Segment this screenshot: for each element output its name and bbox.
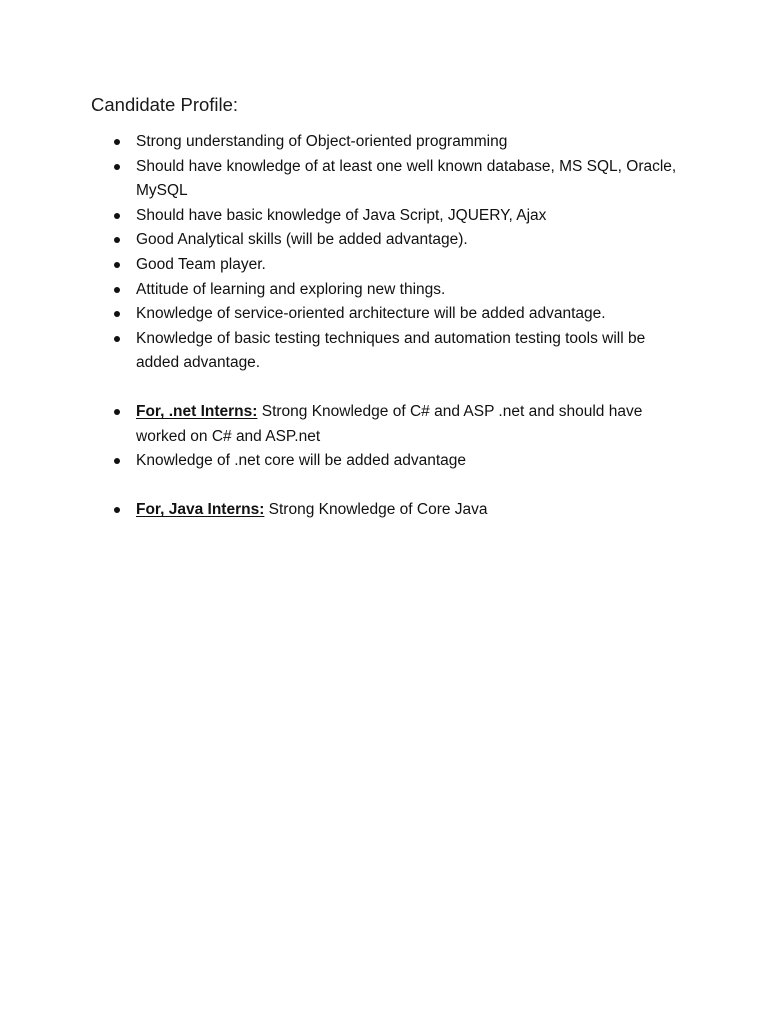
bullet-icon <box>114 287 120 293</box>
list-item <box>110 327 690 376</box>
list-item-text: Should have basic knowledge of Java Script, JQUERY, Ajax <box>136 206 547 224</box>
section-heading: Candidate Profile: <box>91 94 239 115</box>
requirements-list <box>110 130 690 376</box>
list-item-text: Strong Knowledge of C# and ASP .net and should have worked on C# and ASP.net <box>136 403 643 445</box>
bullet-icon <box>114 164 120 170</box>
list-item <box>110 228 690 253</box>
list-item-text: Should have knowledge of at least one well known database, MS SQL, Oracle, MySQL <box>136 157 677 200</box>
bullet-icon <box>114 237 120 243</box>
bullet-icon <box>114 409 120 415</box>
list-item-text: Strong Knowledge of Core Java <box>264 501 488 518</box>
list-item <box>110 302 690 327</box>
list-item <box>110 253 690 278</box>
list-item <box>110 155 690 204</box>
list-item-text: Knowledge of basic testing techniques and automation testing tools will be added advantage. <box>136 329 646 372</box>
java-interns-label: For, Java Interns: <box>136 501 265 518</box>
list-item <box>110 400 690 449</box>
bullet-icon <box>114 336 120 342</box>
bullet-icon <box>114 262 120 268</box>
list-item <box>110 130 690 155</box>
list-item-text: Good Analytical skills (will be added advantage). <box>136 231 468 249</box>
dotnet-interns-label: For, .net Interns: <box>136 403 258 420</box>
list-item-text: Strong understanding of Object-oriented programming <box>136 133 508 150</box>
list-item <box>110 498 690 523</box>
bullet-icon <box>114 311 120 317</box>
list-item-text: Good Team player. <box>136 255 266 273</box>
bullet-icon <box>114 507 120 513</box>
list-item <box>110 278 690 303</box>
dotnet-interns-list <box>110 400 690 474</box>
bullet-icon <box>114 139 120 145</box>
list-item-text: Attitude of learning and exploring new things. <box>136 280 446 298</box>
java-interns-list <box>110 498 690 523</box>
bullet-icon <box>114 458 120 464</box>
list-item-text: Knowledge of service-oriented architecture will be added advantage. <box>136 305 606 323</box>
list-item <box>110 204 690 229</box>
list-item-text: Knowledge of .net core will be added advantage <box>136 452 467 470</box>
bullet-icon <box>114 213 120 219</box>
list-item <box>110 449 690 474</box>
